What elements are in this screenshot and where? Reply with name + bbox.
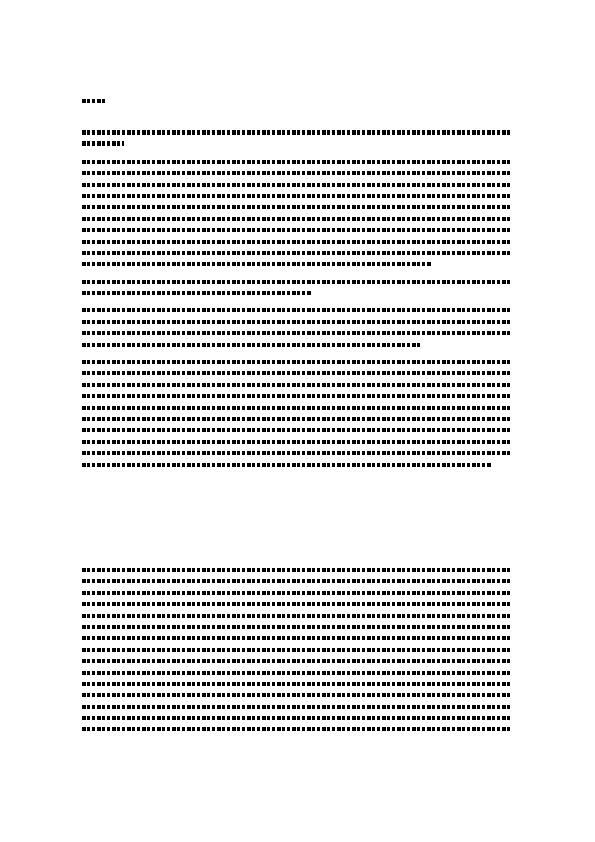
- text-line: [82, 425, 512, 436]
- text-line: [82, 437, 512, 448]
- text-line: [82, 460, 492, 471]
- text-line: [82, 565, 512, 576]
- text-line: [82, 277, 512, 288]
- text-line: [82, 668, 512, 679]
- text-body-2: [82, 565, 512, 736]
- text-line: [82, 713, 512, 724]
- text-line: [82, 248, 512, 259]
- text-line: [82, 237, 512, 248]
- text-line: [82, 259, 432, 270]
- text-line: [82, 305, 512, 316]
- text-line: [82, 328, 512, 339]
- text-line: [82, 724, 512, 735]
- text-body: [82, 128, 512, 471]
- text-line: [82, 128, 512, 139]
- text-line: [82, 380, 512, 391]
- text-line: [82, 391, 512, 402]
- text-line: [82, 317, 512, 328]
- text-line: [82, 599, 512, 610]
- text-line: [82, 690, 512, 701]
- text-line: [82, 702, 512, 713]
- text-line: [82, 403, 512, 414]
- text-line: [82, 633, 512, 644]
- text-line: [82, 576, 512, 587]
- text-line: [82, 168, 512, 179]
- page-label: [82, 96, 106, 107]
- text-line: [82, 157, 512, 168]
- text-line: [82, 645, 512, 656]
- text-line: [82, 180, 512, 191]
- text-line: [82, 357, 512, 368]
- text-line: [82, 679, 512, 690]
- text-line: [82, 622, 512, 633]
- text-line: [82, 414, 512, 425]
- text-line: [82, 191, 512, 202]
- text-line: [82, 588, 512, 599]
- text-line: [82, 340, 422, 351]
- text-line: [82, 225, 512, 236]
- text-line: [82, 448, 512, 459]
- text-line: [82, 288, 312, 299]
- text-line: [82, 368, 512, 379]
- text-line: [82, 139, 124, 150]
- text-line: [82, 214, 512, 225]
- text-line: [82, 656, 512, 667]
- text-line: [82, 611, 512, 622]
- text-line: [82, 202, 512, 213]
